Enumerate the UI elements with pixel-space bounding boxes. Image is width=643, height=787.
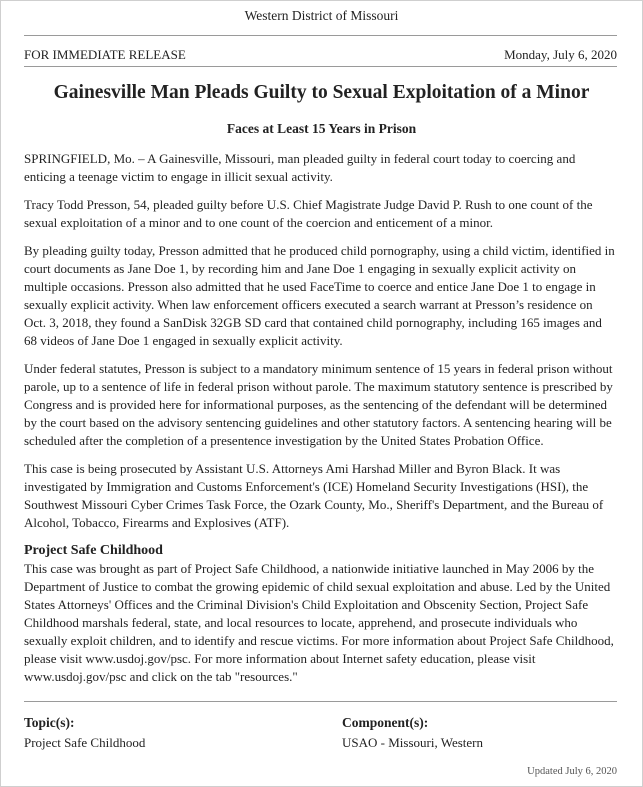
header-divider: [24, 35, 617, 36]
psc-heading: Project Safe Childhood: [24, 543, 163, 558]
body-paragraph: By pleading guilty today, Presson admitted that he produced child pornography, using a child victim, identified in court documents as Jane Doe 1, by recording him and Jane Doe 1 engaging in sexually explicit activity on multiple occasions. Presson also admitted that he used FaceTime to coerce and entice Jane Doe 1 to engage in sexually explicit activity. When law enforcement officers executed a search warrant at Presson’s residence on Oct. 3, 2018, they found a SanDisk 32GB SD card that contained child pornography, including 165 images and 68 videos of Jane Doe 1 engaged in sexually explicit activity.: [24, 243, 615, 348]
release-date: Monday, July 6, 2020: [504, 47, 617, 62]
body-paragraph: This case is being prosecuted by Assistant U.S. Attorneys Ami Harshad Miller and Byron Black. It was investigated by Immigration and Customs Enforcement's (ICE) Homeland Security Investigations (HSI), the Southwest Missouri Cyber Crimes Task Force, the Ozark County, Mo., Sheriff's Department, and the Bureau of Alcohol, Tobacco, Firearms and Explosives (ATF).: [24, 461, 604, 530]
topics-block: [24, 714, 145, 752]
release-row: [24, 46, 617, 64]
release-divider: [24, 66, 617, 67]
updated-date: Updated July 6, 2020: [527, 766, 617, 777]
body-paragraph: Under federal statutes, Presson is subject to a mandatory minimum sentence of 15 years in federal prison without parole, up to a sentence of life in federal prison without parole. The maximum statutory sentence is prescribed by Congress and is provided here for informational purposes, as the sentencing of the defendant will be determined by the court based on the advisory sentencing guidelines and other statutory factors. A sentencing hearing will be scheduled after the completion of a presentence investigation by the United States Probation Office.: [24, 361, 613, 448]
press-release-body: [24, 150, 616, 696]
components-label: Component(s):: [342, 715, 429, 730]
psc-paragraph: This case was brought as part of Project Safe Childhood, a nationwide initiative launched in May 2006 by the Department of Justice to combat the growing epidemic of child sexual exploitation and abuse. Led by the United States Attorneys' Offices and the Criminal Division's Child Exploitation and Obscenity Section, Project Safe Childhood marshals federal, state, and local resources to locate, apprehend, and prosecute individuals who sexually exploit children, and to identify and rescue victims. For more information about Project Safe Childhood, please visit www.usdoj.gov/psc. For more information about Internet safety education, please visit www.usdoj.gov/psc and click on the tab "resources.": [24, 561, 614, 684]
footer-divider: [24, 701, 617, 702]
press-release-subtitle: Faces at Least 15 Years in Prison: [226, 121, 417, 136]
body-paragraph: Tracy Todd Presson, 54, pleaded guilty before U.S. Chief Magistrate Judge David P. Rush to one count of the sexual exploitation of a minor and to one count of the coercion and enticement of a minor.: [24, 197, 593, 230]
components-block: [342, 714, 483, 752]
press-release-title: Gainesville Man Pleads Guilty to Sexual Exploitation of a Minor: [53, 82, 590, 103]
body-paragraph: SPRINGFIELD, Mo. – A Gainesville, Missouri, man pleaded guilty in federal court today to coercing and enticing a teenage victim to engage in illicit sexual activity.: [24, 151, 576, 184]
topic-link[interactable]: Project Safe Childhood: [24, 735, 146, 750]
topics-label: Topic(s):: [24, 715, 75, 730]
district-header: Western District of Missouri: [244, 8, 399, 23]
release-label: FOR IMMEDIATE RELEASE: [24, 47, 186, 62]
component-link[interactable]: USAO - Missouri, Western: [342, 735, 483, 750]
